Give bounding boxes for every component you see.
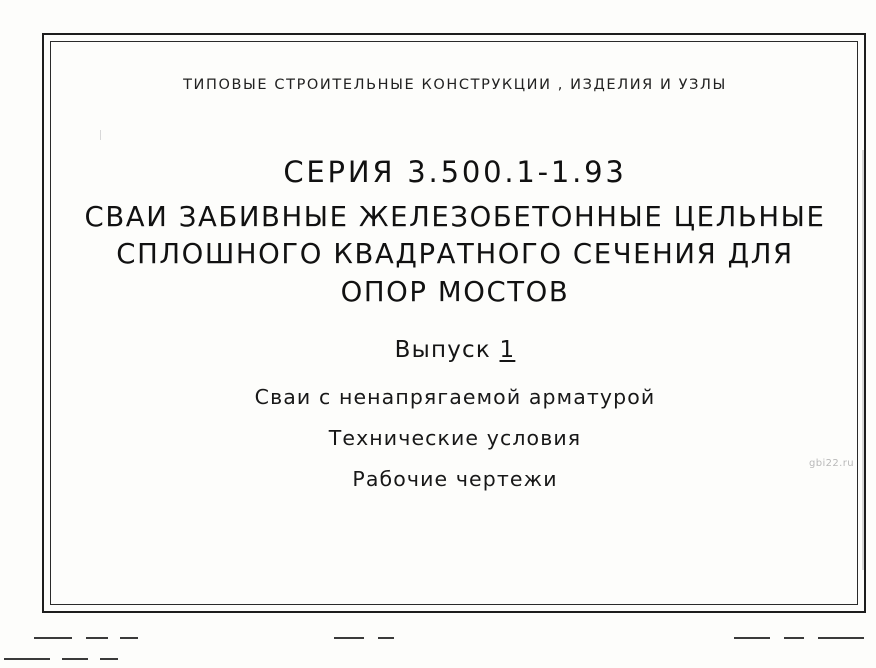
- document-category-heading: ТИПОВЫЕ СТРОИТЕЛЬНЫЕ КОНСТРУКЦИИ , ИЗДЕЛИЯ И УЗЛЫ: [183, 77, 727, 93]
- document-title-line-1: СВАИ ЗАБИВНЫЕ ЖЕЛЕЗОБЕТОННЫЕ ЦЕЛЬНЫЕ: [84, 201, 826, 233]
- document-title-line-2: СПЛОШНОГО КВАДРАТНОГО СЕЧЕНИЯ ДЛЯ: [116, 238, 794, 271]
- scan-artifact-dashes-top: [34, 637, 864, 639]
- watermark-text: gbi22.ru: [808, 458, 854, 469]
- scan-speck-left: [100, 130, 101, 140]
- issue-line: [52, 337, 858, 363]
- subtitle-technical-conditions: Технические условия: [328, 426, 582, 451]
- title-page-content: [52, 41, 858, 603]
- subtitle-reinforcement: Сваи с ненапрягаемой арматурой: [254, 385, 656, 410]
- scan-artifact-dashes-bottom: [4, 658, 204, 660]
- page-right-edge-shadow: [862, 150, 864, 570]
- title-frame-baseline: [50, 604, 858, 605]
- document-title-line-3: ОПОР МОСТОВ: [340, 275, 570, 308]
- series-number: СЕРИЯ 3.500.1-1.93: [283, 155, 627, 189]
- issue-label: Выпуск: [394, 337, 491, 364]
- issue-number: 1: [499, 337, 516, 364]
- subtitle-working-drawings: Рабочие чертежи: [352, 467, 558, 492]
- title-block: [52, 155, 858, 311]
